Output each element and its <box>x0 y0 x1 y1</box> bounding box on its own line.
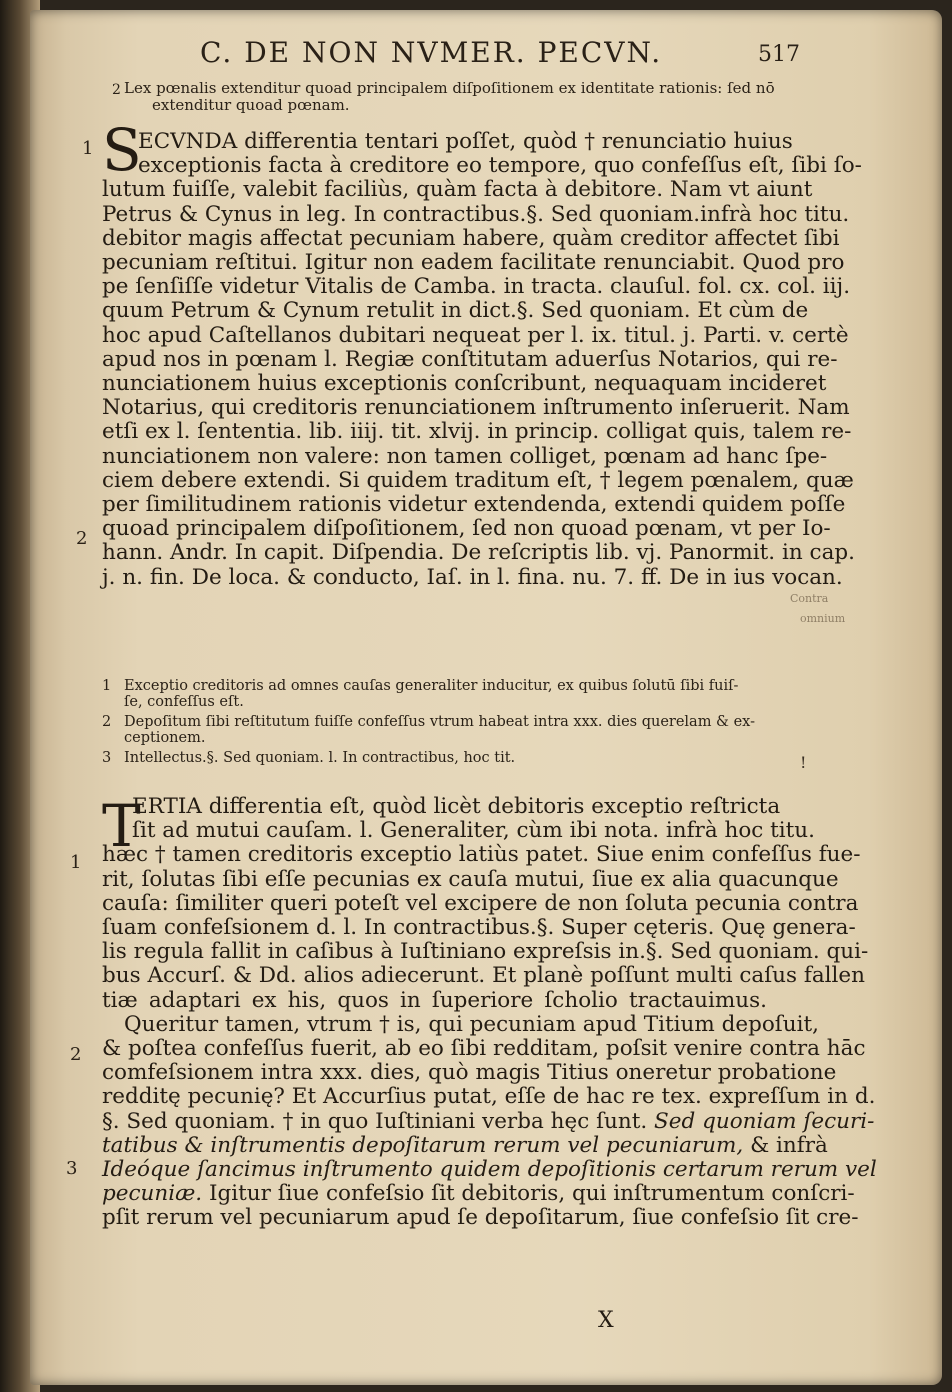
text-line: & poſtea confeſſus fuerit, ab eo ſibi redditam, poſsit venire contra hāc <box>102 1036 866 1062</box>
text-line: cauſa: ſimiliter queri poteſt vel excipere de non ſoluta pecunia contra <box>102 890 859 916</box>
drop-capital: T <box>102 792 141 860</box>
text-line: quum Petrum & Cynum retulit in dict.§. Sed quoniam. Et cùm de <box>102 298 809 324</box>
footnote-text: Exceptio creditoris ad omnes cauſas generaliter inducitur, ex quibus ſolutū ſibi fuiſ- <box>124 678 739 694</box>
text-line: nunciationem non valere: non tamen colliget, pœnam ad hanc ſpe- <box>102 443 828 469</box>
bleed-through-mark: ! <box>800 753 807 772</box>
summary-number: 2 <box>112 82 121 98</box>
footnote-number: 1 <box>102 678 112 694</box>
footnote-line: ceptionem. <box>124 730 206 746</box>
italic-quote: tatibus & inſtrumentis depoſitarum rerum vel pecuniarum, <box>102 1132 751 1158</box>
text-line: ciem debere extendi. Si quidem traditum eſt, † legem pœnalem, quæ <box>102 467 854 493</box>
text-line: quoad principalem diſpoſitionem, ſed non quoad pœnam, vt per Io- <box>102 516 831 542</box>
footnote-text: Depoſitum ſibi reſtitutum fuiſſe confeſſus vtrum habeat intra xxx. dies querelam & ex- <box>124 714 755 730</box>
text-line: hoc apud Caſtellanos dubitari nequeat per l. ix. titul. j. Parti. v. certè <box>102 322 849 348</box>
italic-quote: pecuniæ. <box>102 1181 209 1207</box>
text-line: redditę pecunię? Et Accurſius putat, eſſe de hac re tex. expreſſum in d. <box>102 1084 876 1110</box>
margin-number: 2 <box>76 528 88 549</box>
text-line <box>102 1108 875 1134</box>
bleed-through-mark: Contra <box>790 592 829 605</box>
section-1-text <box>102 116 862 590</box>
text-line: pſit rerum vel pecuniarum apud ſe depoſitarum, ſiue confeſsio ſit cre- <box>102 1205 859 1231</box>
bleed-through-mark: omnium <box>800 612 846 625</box>
summary-line: extenditur quoad pœnam. <box>152 96 350 114</box>
text-line: exceptionis facta à creditore eo tempore, quo confeſſus eſt, ſibi ſo- <box>138 153 862 179</box>
text-segment: §. Sed quoniam. † in quo Iuſtiniani verba hęc ſunt. <box>102 1108 655 1134</box>
footnote-line <box>102 714 762 730</box>
section-2-text <box>102 792 877 1231</box>
footnote-line <box>102 678 762 694</box>
text-line: j. n. fin. De loca. & conducto, Iaſ. in l. fina. nu. 7. ff. De in ius vocan. <box>102 564 843 590</box>
text-line <box>102 1132 828 1158</box>
text-line: rit, ſolutas ſibi eſſe pecunias ex cauſa mutui, ſiue ex alia quacunque <box>102 866 839 892</box>
text-line: apud nos in pœnam l. Regiæ conſtitutam aduerſus Notarios, qui re- <box>102 346 838 372</box>
text-line: comfeſsionem intra xxx. dies, quò magis Titius oneretur probatione <box>102 1060 837 1086</box>
running-header: C. DE NON NVMER. PECVN. <box>200 36 663 69</box>
margin-number: 3 <box>66 1158 78 1179</box>
text-line: hæc † tamen creditoris exceptio latiùs patet. Siue enim confeſſus fue- <box>102 842 861 868</box>
footnote <box>102 714 762 746</box>
text-line: tiæ adaptari ex his, quos in ſuperiore ſcholio tractauimus. <box>102 987 767 1013</box>
text-line: Petrus & Cynus in leg. In contractibus.§. Sed quoniam.infrà hoc titu. <box>102 201 850 227</box>
text-line: bus Accurſ. & Dd. alios adiecerunt. Et planè poſſunt multi caſus fallen <box>102 963 865 989</box>
drop-capital: S <box>102 116 142 184</box>
text-line <box>102 1181 855 1207</box>
signature-mark: X <box>598 1308 614 1333</box>
footnote-text: Intellectus.§. Sed quoniam. l. In contractibus, hoc tit. <box>124 750 516 766</box>
text-line: Queritur tamen, vtrum † is, qui pecuniam apud Titium depoſuit, <box>124 1011 819 1037</box>
margin-number: 1 <box>70 852 82 873</box>
italic-quote: Sed quoniam ſecuri- <box>654 1108 875 1134</box>
summary-line: Lex pœnalis extenditur quoad principalem diſpoſitionem ex identitate rationis: ſed nō <box>124 79 775 97</box>
text-segment: & infrà <box>750 1132 828 1158</box>
footnote-number: 2 <box>102 714 112 730</box>
text-line: pecuniam reſtitui. Igitur non eadem facilitate renunciabit. Quod pro <box>102 250 845 276</box>
text-line: ſuam confeſsionem d. l. In contractibus.§. Super cęteris. Quę genera- <box>102 915 856 941</box>
footnote-line: ſe, confeſſus eſt. <box>124 694 244 710</box>
text-line: nunciationem huius exceptionis conſcribunt, nequaquam incideret <box>102 371 827 397</box>
footnote <box>102 750 762 766</box>
footnotes <box>102 678 762 770</box>
text-line: pe ſenſiſſe videtur Vitalis de Camba. in tracta. clauſul. fol. cx. col. iij. <box>102 274 851 300</box>
text-line: ERTIA differentia eſt, quòd licèt debitoris exceptio reſtricta <box>132 794 781 819</box>
text-line: hann. Andr. In capit. Diſpendia. De reſcriptis lib. vj. Panormit. in cap. <box>102 540 855 566</box>
text-line: ECVNDA differentia tentari poſſet, quòd † renunciatio huius <box>138 129 793 154</box>
text-line: ſit ad mutui cauſam. l. Generaliter, cùm ibi nota. infrà hoc titu. <box>132 818 815 844</box>
text-line: lis regula fallit in caſibus à Iuſtiniano expreſsis in.§. Sed quoniam. qui- <box>102 939 869 965</box>
text-segment: Igitur ſiue confeſsio ſit debitoris, qui inſtrumentum conſcri- <box>208 1181 855 1207</box>
footnote-number: 3 <box>102 750 112 766</box>
margin-number: 1 <box>82 138 94 159</box>
footnote <box>102 678 762 710</box>
footnote-line <box>102 750 762 766</box>
margin-number: 2 <box>70 1044 82 1065</box>
text-line: debitor magis affectat pecuniam habere, quàm creditor affectet ſibi <box>102 225 840 251</box>
text-line: lutum fuiſſe, valebit faciliùs, quàm facta à debitore. Nam vt aiunt <box>102 177 813 203</box>
folio-number: 517 <box>758 42 800 67</box>
text-line: Notarius, qui creditoris renunciationem inſtrumento inſeruerit. Nam <box>102 395 850 421</box>
text-line: per ſimilitudinem rationis videtur extendenda, extendi quidem poſſe <box>102 492 846 518</box>
text-line: etſi ex l. ſententia. lib. iiij. tit. xlvij. in princip. colligat quis, talem re- <box>102 419 852 445</box>
italic-quote: Ideóque ſancimus inſtrumento quidem depoſitionis certarum rerum vel <box>102 1157 877 1183</box>
